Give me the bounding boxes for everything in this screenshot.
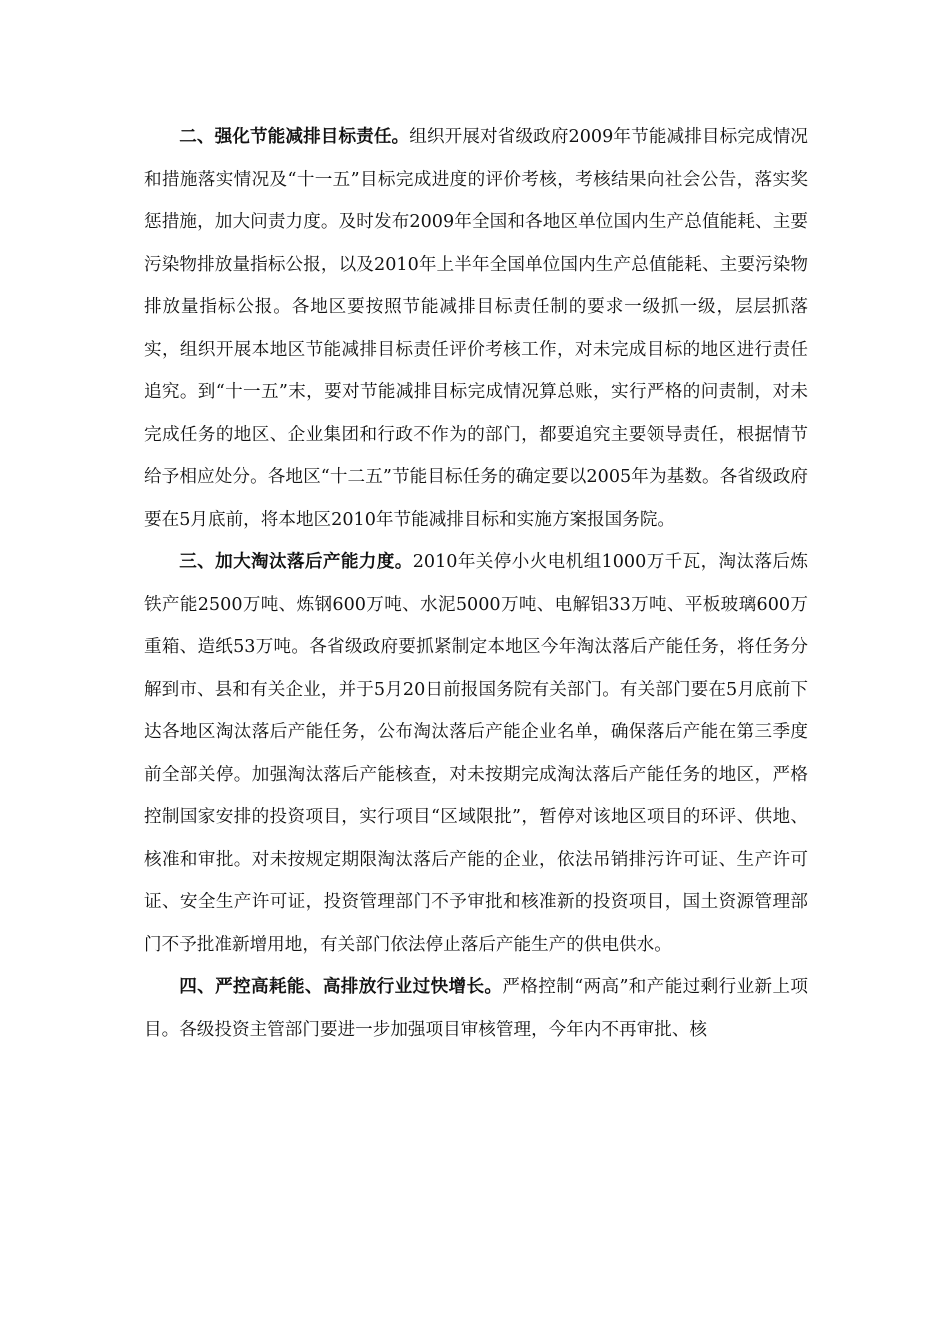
paragraph-control-high-consumption <box>144 966 808 1051</box>
paragraph-heading: 二、强化节能减排目标责任。 <box>179 126 410 147</box>
document-page <box>144 116 808 1051</box>
paragraph-eliminate-backward-capacity <box>144 541 808 966</box>
paragraph-body: 2010年关停小火电机组1000万千瓦，淘汰落后炼铁产能2500万吨、炼钢600万吨、水泥5000万吨、电解铝33万吨、平板玻璃600万重箱、造纸53万吨。各省级政府要抓紧制定本地区今年淘汰落后产能任务，将任务分解到市、县和有关企业，并于5月20日前报国务院有关部门。有关部门要在5月底前下达各地区淘汰落后产能任务，公布淘汰落后产能企业名单，确保落后产能在第三季度前全部关停。加强淘汰落后产能核查，对未按期完成淘汰落后产能任务的地区，严格控制国家安排的投资项目，实行项目“区域限批”，暂停对该地区项目的环评、供地、核准和审批。对未按规定期限淘汰落后产能的企业，依法吊销排污许可证、生产许可证、安全生产许可证，投资管理部门不予审批和核准新的投资项目，国土资源管理部门不予批准新增用地，有关部门依法停止落后产能生产的供电供水。 <box>144 552 808 955</box>
paragraph-target-responsibility <box>144 116 808 541</box>
paragraph-body: 严格控制“两高”和产能过剩行业新上项目。各级投资主管部门要进一步加强项目审核管理，今年内不再审批、核 <box>144 977 808 1040</box>
paragraph-body: 组织开展对省级政府2009年节能减排目标完成情况和措施落实情况及“十一五”目标完成进度的评价考核，考核结果向社会公告，落实奖惩措施，加大问责力度。及时发布2009年全国和各地区单位国内生产总值能耗、主要污染物排放量指标公报，以及2010年上半年全国单位国内生产总值能耗、主要污染物排放量指标公报。各地区要按照节能减排目标责任制的要求一级抓一级，层层抓落实，组织开展本地区节能减排目标责任评价考核工作，对未完成目标的地区进行责任追究。到“十一五”末，要对节能减排目标完成情况算总账，实行严格的问责制，对未完成任务的地区、企业集团和行政不作为的部门，都要追究主要领导责任，根据情节给予相应处分。各地区“十二五”节能目标任务的确定要以2005年为基数。各省级政府要在5月底前，将本地区2010年节能减排目标和实施方案报国务院。 <box>144 127 808 530</box>
paragraph-heading: 三、加大淘汰落后产能力度。 <box>179 551 413 572</box>
paragraph-heading: 四、严控高耗能、高排放行业过快增长。 <box>179 976 503 997</box>
